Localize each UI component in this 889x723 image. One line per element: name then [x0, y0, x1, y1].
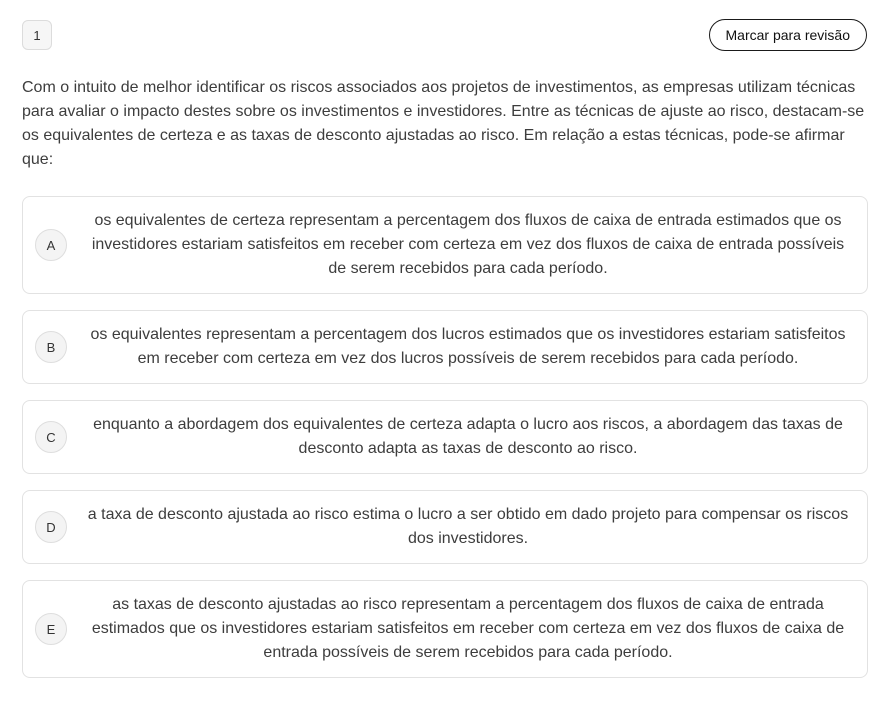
- option-d[interactable]: [22, 490, 868, 564]
- option-c[interactable]: [22, 400, 868, 474]
- option-letter-badge: D: [35, 511, 67, 543]
- question-header: [22, 0, 867, 70]
- question-statement: Com o intuito de melhor identificar os riscos associados aos projetos de investimentos, as empresas utilizam técnicas para avaliar o impacto destes sobre os investimentos e investidores. Entre as técnicas de ajuste ao risco, destacam-se os equivalentes de certeza e as taxas de desconto ajustadas ao risco. Em relação a estas técnicas, pode-se afirmar que:: [22, 79, 865, 168]
- option-text: a taxa de desconto ajustada ao risco estima o lucro a ser obtido em dado projeto para compensar os riscos dos investidores.: [87, 506, 849, 547]
- option-b[interactable]: [22, 310, 868, 384]
- option-text: os equivalentes representam a percentagem dos lucros estimados que os investidores estariam satisfeitos em receber com certeza em vez dos lucros possíveis de serem recebidos para cada período.: [90, 326, 846, 367]
- option-a[interactable]: [22, 196, 868, 294]
- option-letter-badge: B: [35, 331, 67, 363]
- option-letter-badge: C: [35, 421, 67, 453]
- option-letter-badge: A: [35, 229, 67, 261]
- option-text: as taxas de desconto ajustadas ao risco representam a percentagem dos fluxos de caixa de entrada estimados que os investidores estariam satisfeitos em receber com certeza em vez dos fluxos de caixa de entrada possíveis de serem recebidos para cada período.: [91, 596, 845, 661]
- option-e[interactable]: [22, 580, 868, 678]
- option-text: enquanto a abordagem dos equivalentes de certeza adapta o lucro aos riscos, a abordagem das taxas de desconto adapta as taxas de desconto ao risco.: [93, 416, 843, 457]
- mark-for-review-button[interactable]: Marcar para revisão: [709, 19, 868, 51]
- question-number-badge: 1: [22, 20, 52, 50]
- option-letter-badge: E: [35, 613, 67, 645]
- answer-options: [22, 196, 867, 678]
- option-text: os equivalentes de certeza representam a percentagem dos fluxos de caixa de entrada estimados que os investidores estariam satisfeitos em receber com certeza em vez dos fluxos de caixa de entrada possíveis de serem recebidos para cada período.: [91, 212, 845, 277]
